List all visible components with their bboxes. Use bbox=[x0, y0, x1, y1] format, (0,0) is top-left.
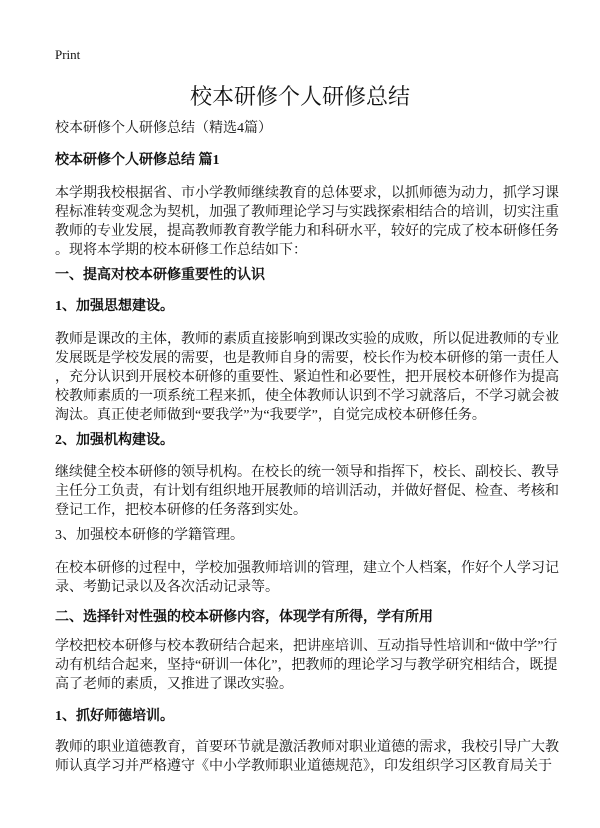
text-line: 淘汰。真正使老师做到“要我学”为“我要学”，自觉完成校本研修任务。 bbox=[55, 408, 486, 423]
article-heading: 校本研修个人研修总结 篇1 bbox=[55, 153, 220, 168]
print-link[interactable]: Print bbox=[55, 47, 81, 62]
section-heading-2: 二、选择针对性强的校本研修内容，体现学有所得，学有所用 bbox=[55, 610, 433, 625]
text-line: 动有机结合起来，坚持“研训一体化”，把教师的理论学习与教学研究相结合，既提 bbox=[55, 658, 558, 673]
section-heading-1: 一、提高对校本研修重要性的认识 bbox=[55, 268, 265, 283]
text-line: 本学期我校根据省、市小学教师继续教育的总体要求，以抓师德为动力，抓学习课 bbox=[55, 186, 559, 201]
paragraph-5 bbox=[55, 637, 558, 694]
subtitle: 校本研修个人研修总结（精选4篇） bbox=[55, 121, 272, 136]
paragraph-3 bbox=[55, 463, 559, 520]
paragraph-6 bbox=[55, 738, 559, 776]
subheading-1: 1、加强思想建设。 bbox=[55, 299, 174, 314]
text-line: 主任分工负责，有计划有组织地开展教师的培训活动，并做好督促、检查、考核和 bbox=[55, 484, 559, 499]
text-line: 程标准转变观念为契机，加强了教师理论学习与实践探索相结合的培训，切实注重 bbox=[55, 205, 559, 220]
text-line: 登记工作，把校本研修的任务落到实处。 bbox=[55, 503, 307, 518]
subheading-4: 1、抓好师德培训。 bbox=[55, 709, 174, 724]
text-line: 。现将本学期的校本研修工作总结如下： bbox=[55, 243, 307, 258]
text-line: 师认真学习并严格遵守《中小学教师职业道德规范》，印发组织学习区教育局关于 bbox=[55, 759, 552, 774]
paragraph-4 bbox=[55, 559, 559, 597]
text-line: 教师的专业发展，提高教师教育教学能力和科研水平，较好的完成了校本研修任务 bbox=[55, 224, 559, 239]
paragraph-1 bbox=[55, 184, 559, 260]
subheading-3: 3、加强校本研修的学籍管理。 bbox=[55, 528, 244, 543]
text-line: 继续健全校本研修的领导机构。在校长的统一领导和指挥下，校长、副校长、教导 bbox=[55, 465, 559, 480]
page-title: 校本研修个人研修总结 bbox=[189, 84, 410, 109]
paragraph-2 bbox=[55, 330, 559, 425]
text-line: 发展既是学校发展的需要，也是教师自身的需要，校长作为校本研修的第一责任人 bbox=[55, 351, 559, 366]
subheading-2: 2、加强机构建设。 bbox=[55, 433, 174, 448]
text-line: 学校把校本研修与校本教研结合起来，把讲座培训、互动指导性培训和“做中学”行 bbox=[55, 639, 558, 654]
text-line: 高了老师的素质，又推进了课改实验。 bbox=[55, 677, 293, 692]
text-line: 教师的职业道德教育，首要环节就是激活教师对职业道德的需求，我校引导广大教 bbox=[55, 740, 559, 755]
text-line: 教师是课改的主体，教师的素质直接影响到课改实验的成败，所以促进教师的专业 bbox=[55, 332, 559, 347]
text-line: 校教师素质的一项系统工程来抓，使全体教师认识到不学习就落后，不学习就会被 bbox=[55, 389, 559, 404]
text-line: 在校本研修的过程中，学校加强教师培训的管理，建立个人档案，作好个人学习记 bbox=[55, 561, 559, 576]
text-line: 录、考勤记录以及各次活动记录等。 bbox=[55, 580, 279, 595]
text-line: ，充分认识到开展校本研修的重要性、紧迫性和必要性，把开展校本研修作为提高 bbox=[55, 370, 559, 385]
